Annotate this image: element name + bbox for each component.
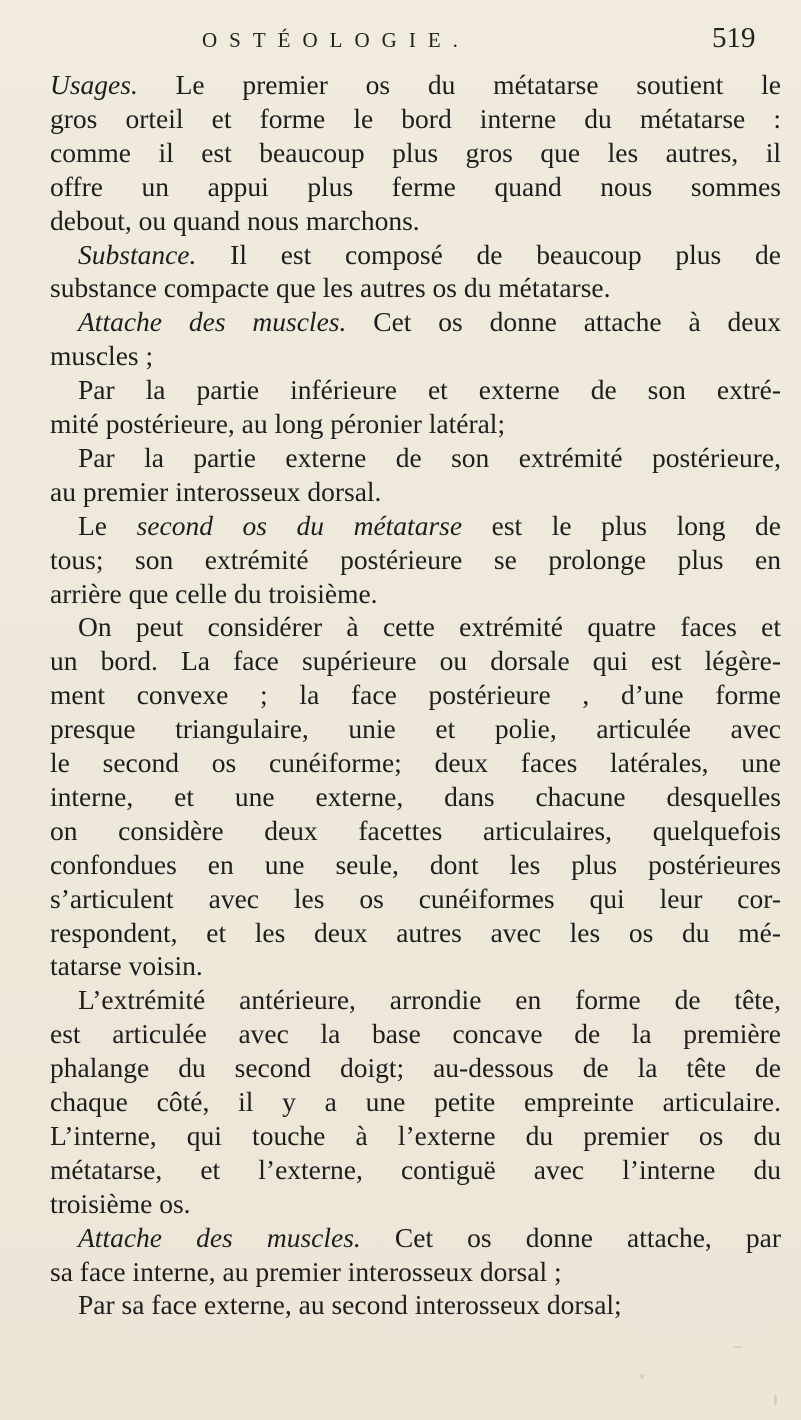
text-line: chaque côté, il y a une petite empreinte articulaire. — [50, 1086, 781, 1117]
text-line: confondues en une seule, dont les plus postérieures — [50, 848, 781, 880]
print-speck — [733, 1346, 743, 1348]
page-number: 519 — [712, 22, 756, 54]
text-line: Le second os du métatarse est le plus long de — [78, 509, 781, 541]
text-line: Par la partie inférieure et externe de son extré- — [78, 374, 781, 406]
text-line: Attache des muscles. Cet os donne attache, par — [78, 1221, 781, 1253]
text-line: offre un appui plus ferme quand nous sommes — [50, 170, 781, 202]
text-line: L’extrémité antérieure, arrondie en forme de tête, — [78, 984, 781, 1016]
text-line: s’articulent avec les os cunéiformes qui leur cor- — [50, 882, 781, 914]
text-line: le second os cunéiforme; deux faces latérales, une — [50, 747, 781, 778]
text-line: gros orteil et forme le bord interne du métatarse : — [50, 102, 781, 134]
running-title: OSTÉOLOGIE. — [202, 28, 470, 52]
text-line: sa face interne, au premier interosseux dorsal ; — [50, 1255, 562, 1287]
text-line: Par la partie externe de son extrémité postérieure, — [78, 441, 781, 473]
text-line: muscles ; — [50, 340, 154, 372]
page-header — [0, 22, 801, 62]
text-line: comme il est beaucoup plus gros que les autres, il — [50, 136, 781, 168]
text-line: au premier interosseux dorsal. — [50, 475, 382, 507]
text-line: tous; son extrémité postérieure se prolonge plus en — [50, 543, 781, 575]
text-line: Usages. Le premier os du métatarse soutient le — [50, 69, 781, 100]
text-line: interne, et une externe, dans chacune desquelles — [50, 780, 781, 812]
text-line: presque triangulaire, unie et polie, articulée avec — [50, 713, 781, 745]
text-line: un bord. La face supérieure ou dorsale qui est légère- — [50, 645, 781, 677]
text-line: Par sa face externe, au second interosseux dorsal; — [78, 1289, 622, 1321]
text-line: Substance. Il est composé de beaucoup plus de — [78, 238, 781, 270]
text-line: mité postérieure, au long péronier latéral; — [50, 408, 506, 439]
text-line: substance compacte que les autres os du métatarse. — [50, 272, 611, 304]
text-line: ment convexe ; la face postérieure , d’une forme — [50, 679, 781, 711]
italic-heading: second os du métatarse — [136, 509, 463, 541]
text-line: Attache des muscles. Cet os donne attache à deux — [78, 306, 781, 338]
text-line: debout, ou quand nous marchons. — [50, 204, 420, 236]
text-line: arrière que celle du troisième. — [50, 577, 378, 609]
print-speck — [640, 1374, 644, 1379]
text-line: phalange du second doigt; au-dessous de la tête de — [50, 1052, 781, 1084]
text-line: tatarse voisin. — [50, 950, 203, 982]
print-speck — [774, 1394, 777, 1406]
text-line: respondent, et les deux autres avec les os du mé- — [50, 916, 781, 948]
text-line: L’interne, qui touche à l’externe du premier os du — [50, 1119, 781, 1151]
italic-heading: Attache des muscles. — [78, 1221, 361, 1253]
text-line: troisième os. — [50, 1187, 191, 1219]
text-line: On peut considérer à cette extrémité quatre faces et — [78, 611, 781, 643]
text-line: métatarse, et l’externe, contiguë avec l’interne du — [50, 1153, 781, 1185]
italic-heading: Usages. — [50, 69, 138, 100]
text-line: est articulée avec la base concave de la première — [50, 1018, 781, 1050]
italic-heading: Substance. — [78, 238, 197, 270]
text-line: on considère deux facettes articulaires, quelquefois — [50, 814, 781, 846]
italic-heading: Attache des muscles. — [78, 306, 347, 338]
